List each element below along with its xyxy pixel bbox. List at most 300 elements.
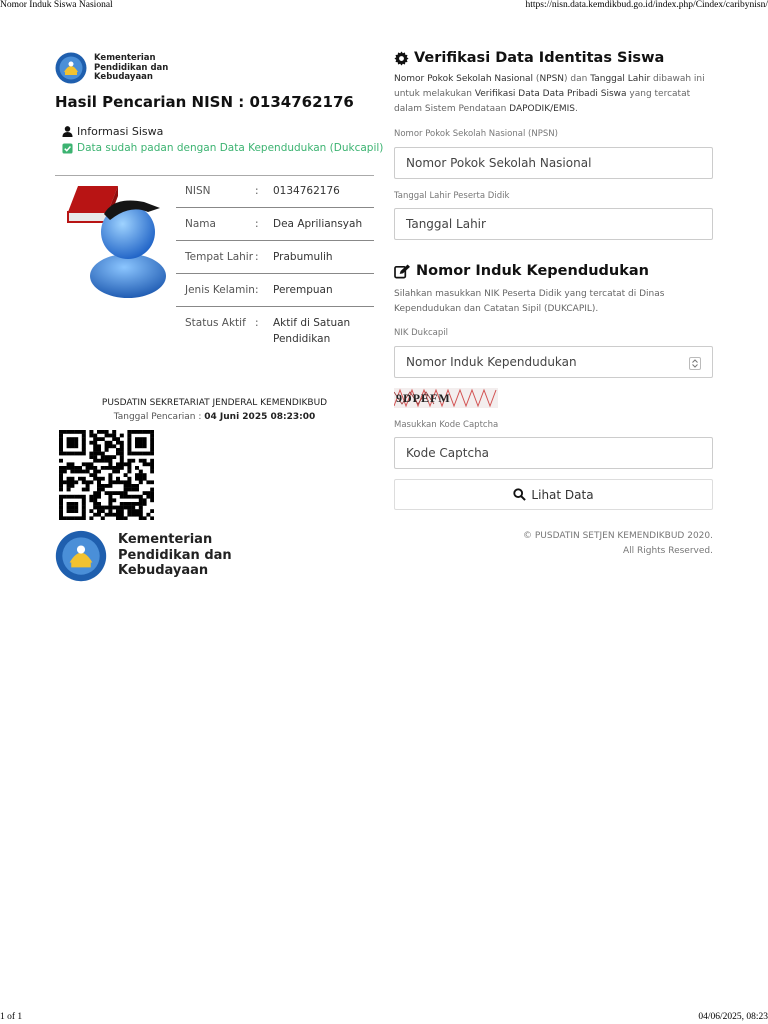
- qr-module: [70, 495, 74, 499]
- qr-module: [89, 509, 93, 513]
- qr-module: [93, 434, 97, 438]
- qr-module: [89, 462, 93, 466]
- qr-module: [150, 491, 154, 495]
- rights-line: All Rights Reserved.: [622, 546, 713, 556]
- logo-line: Kebudayaan: [94, 72, 153, 82]
- qr-module: [82, 470, 86, 474]
- qr-module: [74, 441, 78, 445]
- qr-module: [143, 430, 147, 434]
- qr-module: [127, 506, 131, 510]
- qr-module: [124, 488, 128, 492]
- qr-module: [124, 506, 128, 510]
- desc-bold: DAPODIK/EMIS: [509, 104, 575, 114]
- qr-module: [86, 480, 90, 484]
- qr-module: [67, 506, 71, 510]
- qr-module: [70, 441, 74, 445]
- qr-module: [139, 502, 143, 506]
- qr-module: [116, 437, 120, 441]
- qr-module: [59, 484, 63, 488]
- qr-module: [105, 513, 109, 517]
- qr-module: [78, 470, 82, 474]
- qr-module: [59, 480, 63, 484]
- qr-module: [105, 455, 109, 459]
- desc-text: (: [533, 74, 540, 84]
- qr-module: [112, 480, 116, 484]
- qr-module: [150, 495, 154, 499]
- qr-module: [97, 480, 101, 484]
- kemendikbud-logo-large: [55, 530, 107, 586]
- qr-module: [116, 506, 120, 510]
- check-square-icon: [62, 143, 73, 154]
- qr-module: [108, 506, 112, 510]
- qr-module: [101, 430, 105, 434]
- qr-module: [105, 430, 109, 434]
- qr-module: [78, 430, 82, 434]
- qr-module: [146, 430, 150, 434]
- qr-module: [120, 495, 124, 499]
- qr-module: [89, 498, 93, 502]
- qr-module: [67, 484, 71, 488]
- qr-module: [112, 491, 116, 495]
- desc-text: dibawah ini untuk melakukan: [394, 74, 705, 99]
- qr-module: [82, 513, 86, 517]
- qr-module: [127, 477, 131, 481]
- qr-module: [101, 477, 105, 481]
- qr-module: [131, 509, 135, 513]
- logo-line: Kementerian: [94, 53, 156, 63]
- qr-module: [116, 466, 120, 470]
- qr-module: [105, 434, 109, 438]
- qr-module: [59, 477, 63, 481]
- nik-title-label: Nomor Induk Kependudukan: [416, 263, 649, 279]
- qr-module: [93, 506, 97, 510]
- qr-module: [82, 444, 86, 448]
- qr-module: [101, 488, 105, 492]
- print-page-number: 1 of 1: [0, 1012, 23, 1022]
- qr-module: [127, 448, 131, 452]
- print-page-url: https://nisn.data.kemdikbud.go.id/index.php/Cindex/caribynisn/: [525, 0, 768, 10]
- qr-module: [101, 437, 105, 441]
- qr-module: [116, 448, 120, 452]
- qr-module: [150, 462, 154, 466]
- row-value: 0134762176: [273, 185, 340, 197]
- qr-module: [135, 509, 139, 513]
- qr-module: [105, 444, 109, 448]
- qr-module: [82, 502, 86, 506]
- qr-module: [67, 495, 71, 499]
- qr-module: [59, 488, 63, 492]
- qr-module: [97, 477, 101, 481]
- row-sep: :: [255, 307, 273, 356]
- qr-module: [59, 430, 63, 434]
- nik-label: NIK Dukcapil: [394, 328, 448, 338]
- row-sep: :: [255, 241, 273, 274]
- qr-module: [124, 462, 128, 466]
- qr-module: [143, 516, 147, 520]
- qr-module: [93, 444, 97, 448]
- row-value: Dea Apriliansyah: [273, 208, 374, 241]
- lihat-data-button[interactable]: [394, 479, 713, 510]
- qr-module: [59, 434, 63, 438]
- qr-module: [120, 502, 124, 506]
- qr-module: [112, 430, 116, 434]
- qr-module: [143, 452, 147, 456]
- qr-module: [108, 495, 112, 499]
- desc-bold: NPSN: [539, 74, 565, 84]
- row-value: Perempuan: [273, 274, 374, 307]
- qr-module: [127, 495, 131, 499]
- qr-module: [108, 480, 112, 484]
- npsn-input[interactable]: Nomor Pokok Sekolah Nasional: [394, 147, 713, 179]
- qr-module: [146, 462, 150, 466]
- qr-module: [59, 444, 63, 448]
- qr-module: [59, 452, 63, 456]
- qr-module: [139, 480, 143, 484]
- captcha-text: 9DPEFM: [396, 391, 451, 405]
- qr-module: [135, 473, 139, 477]
- qr-module: [120, 480, 124, 484]
- qr-module: [135, 484, 139, 488]
- qr-module: [67, 430, 71, 434]
- qr-module: [108, 513, 112, 517]
- qr-module: [124, 480, 128, 484]
- qr-module: [59, 437, 63, 441]
- qr-module: [74, 506, 78, 510]
- qr-module: [143, 498, 147, 502]
- qr-module: [139, 441, 143, 445]
- qr-module: [112, 455, 116, 459]
- qr-module: [139, 498, 143, 502]
- qr-module: [131, 502, 135, 506]
- qr-module: [127, 509, 131, 513]
- qr-module: [97, 470, 101, 474]
- qr-module: [127, 488, 131, 492]
- qr-module: [146, 491, 150, 495]
- qr-module: [59, 459, 63, 463]
- qr-module: [116, 513, 120, 517]
- qr-module: [101, 452, 105, 456]
- qr-module: [89, 480, 93, 484]
- row-key: NISN: [185, 185, 211, 197]
- info-status-label: Data sudah padan dengan Data Kependudukan (Dukcapil): [77, 142, 384, 154]
- lihat-data-label: Lihat Data: [531, 487, 594, 502]
- qr-module: [127, 430, 131, 434]
- qr-module: [108, 498, 112, 502]
- captcha-label: Masukkan Kode Captcha: [394, 420, 499, 430]
- qr-module: [116, 462, 120, 466]
- qr-module: [131, 452, 135, 456]
- qr-module: [108, 455, 112, 459]
- result-title: Hasil Pencarian NISN : 0134762176: [55, 93, 354, 111]
- qr-module: [93, 477, 97, 481]
- qr-module: [139, 430, 143, 434]
- student-avatar: [64, 184, 168, 302]
- qr-module: [105, 484, 109, 488]
- qr-module: [112, 444, 116, 448]
- nik-description: Silahkan masukkan NIK Peserta Didik yang tercatat di Dinas Kependudukan dan Catatan Sipil (DUKCAPIL).: [394, 289, 665, 314]
- qr-module: [131, 513, 135, 517]
- row-sep: :: [255, 185, 259, 197]
- row-sep: :: [255, 208, 273, 241]
- qr-module: [78, 495, 82, 499]
- qr-module: [108, 477, 112, 481]
- qr-module: [59, 495, 63, 499]
- qr-module: [127, 441, 131, 445]
- qr-module: [150, 430, 154, 434]
- qr-module: [112, 498, 116, 502]
- table-row: [176, 208, 374, 241]
- qr-module: [78, 452, 82, 456]
- qr-module: [143, 462, 147, 466]
- captcha-image: [394, 388, 498, 408]
- qr-module: [93, 466, 97, 470]
- qr-module: [135, 444, 139, 448]
- qr-module: [124, 516, 128, 520]
- qr-module: [108, 459, 112, 463]
- qr-module: [135, 437, 139, 441]
- qr-module: [74, 502, 78, 506]
- qr-module: [70, 477, 74, 481]
- verify-description: [394, 72, 713, 117]
- qr-module: [135, 502, 139, 506]
- qr-module: [150, 509, 154, 513]
- qr-module: [70, 437, 74, 441]
- dob-input[interactable]: Tanggal Lahir: [394, 208, 713, 240]
- qr-module: [63, 516, 67, 520]
- qr-module: [93, 455, 97, 459]
- qr-module: [82, 516, 86, 520]
- qr-module: [86, 484, 90, 488]
- qr-module: [120, 444, 124, 448]
- qr-module: [70, 516, 74, 520]
- qr-module: [89, 473, 93, 477]
- qr-module: [135, 452, 139, 456]
- qr-module: [82, 477, 86, 481]
- qr-module: [59, 448, 63, 452]
- nik-placeholder: Nomor Induk Kependudukan: [406, 355, 577, 369]
- qr-module: [86, 466, 90, 470]
- qr-module: [150, 444, 154, 448]
- qr-module: [120, 434, 124, 438]
- qr-module: [82, 509, 86, 513]
- qr-module: [112, 513, 116, 517]
- qr-module: [70, 462, 74, 466]
- search-date-label: Tanggal Pencarian :: [113, 412, 205, 422]
- qr-module: [120, 459, 124, 463]
- qr-module: [108, 484, 112, 488]
- qr-module: [70, 480, 74, 484]
- qr-module: [139, 437, 143, 441]
- qr-module: [101, 484, 105, 488]
- copyright: [394, 529, 713, 559]
- qr-module: [89, 452, 93, 456]
- tut-wuri-handayani-icon: [55, 530, 107, 582]
- qr-module: [101, 516, 105, 520]
- qr-module: [101, 506, 105, 510]
- qr-module: [78, 516, 82, 520]
- qr-module: [97, 430, 101, 434]
- qr-module: [82, 437, 86, 441]
- qr-module: [97, 448, 101, 452]
- info-status: [62, 142, 383, 154]
- qr-module: [93, 491, 97, 495]
- qr-module: [67, 509, 71, 513]
- qr-module: [150, 516, 154, 520]
- logo-large-text: [118, 532, 232, 579]
- qr-module: [59, 502, 63, 506]
- number-spinner[interactable]: [689, 357, 701, 370]
- dob-label: Tanggal Lahir Peserta Didik: [394, 191, 510, 201]
- qr-module: [135, 495, 139, 499]
- desc-text: ) dan: [564, 74, 591, 84]
- qr-module: [101, 509, 105, 513]
- spinner-arrows-icon: [690, 358, 700, 369]
- print-datetime: 04/06/2025, 08:23: [698, 1012, 768, 1022]
- qr-module: [89, 455, 93, 459]
- qr-module: [67, 502, 71, 506]
- qr-module: [135, 466, 139, 470]
- qr-module: [70, 452, 74, 456]
- student-info-table: [176, 175, 374, 355]
- table-row: [176, 241, 374, 274]
- qr-module: [82, 462, 86, 466]
- qr-module: [97, 437, 101, 441]
- qr-module: [143, 477, 147, 481]
- qr-module: [82, 448, 86, 452]
- nik-input[interactable]: [394, 346, 713, 378]
- qr-module: [97, 444, 101, 448]
- qr-module: [74, 509, 78, 513]
- qr-module: [67, 477, 71, 481]
- qr-module: [74, 466, 78, 470]
- qr-module: [108, 441, 112, 445]
- nik-section-title: [394, 263, 649, 279]
- qr-module: [97, 502, 101, 506]
- search-date-value: 04 Juni 2025 08:23:00: [204, 412, 316, 422]
- row-sep: :: [255, 274, 273, 307]
- qr-module: [86, 470, 90, 474]
- qr-module: [59, 473, 63, 477]
- qr-module: [97, 506, 101, 510]
- qr-module: [150, 488, 154, 492]
- qr-module: [146, 495, 150, 499]
- qr-module: [93, 459, 97, 463]
- qr-module: [70, 444, 74, 448]
- qr-module: [78, 466, 82, 470]
- tut-wuri-handayani-icon: [55, 52, 87, 84]
- qr-module: [143, 473, 147, 477]
- qr-module: [97, 459, 101, 463]
- qr-module: [93, 502, 97, 506]
- qr-module: [105, 448, 109, 452]
- qr-module: [124, 491, 128, 495]
- qr-module: [124, 484, 128, 488]
- qr-module: [150, 466, 154, 470]
- qr-module: [135, 477, 139, 481]
- qr-module: [74, 430, 78, 434]
- qr-module: [82, 452, 86, 456]
- qr-module: [150, 448, 154, 452]
- qr-module: [63, 452, 67, 456]
- qr-module: [127, 513, 131, 517]
- qr-module: [139, 495, 143, 499]
- qr-module: [89, 430, 93, 434]
- qr-module: [74, 470, 78, 474]
- qr-module: [120, 452, 124, 456]
- qr-module: [78, 477, 82, 481]
- qr-module: [67, 488, 71, 492]
- qr-module: [127, 459, 131, 463]
- qr-module: [116, 509, 120, 513]
- qr-module: [59, 441, 63, 445]
- qr-module: [120, 448, 124, 452]
- logo-line: Pendidikan dan: [118, 547, 232, 563]
- qr-module: [116, 516, 120, 520]
- qr-module: [67, 444, 71, 448]
- qr-module: [97, 484, 101, 488]
- qr-module: [150, 498, 154, 502]
- qr-module: [108, 466, 112, 470]
- qr-module: [139, 459, 143, 463]
- qr-module: [120, 491, 124, 495]
- qr-module: [108, 444, 112, 448]
- qr-module: [120, 466, 124, 470]
- qr-module: [82, 434, 86, 438]
- qr-module: [70, 509, 74, 513]
- desc-text: yang tercatat dalam Sistem Pendataan: [394, 89, 691, 114]
- qr-module: [89, 495, 93, 499]
- qr-code-icon: [59, 430, 154, 520]
- qr-module: [105, 441, 109, 445]
- qr-module: [67, 466, 71, 470]
- qr-module: [120, 455, 124, 459]
- qr-module: [143, 502, 147, 506]
- qr-module: [150, 434, 154, 438]
- qr-module: [74, 444, 78, 448]
- qr-module: [59, 466, 63, 470]
- qr-module: [146, 480, 150, 484]
- student-book-icon: [64, 184, 168, 298]
- qr-module: [82, 488, 86, 492]
- qr-module: [150, 452, 154, 456]
- logo-small-text: [94, 54, 168, 83]
- qr-module: [112, 434, 116, 438]
- qr-module: [127, 462, 131, 466]
- qr-module: [120, 513, 124, 517]
- qr-module: [143, 444, 147, 448]
- table-row: [176, 175, 374, 208]
- print-page-title: Nomor Induk Siswa Nasional: [0, 0, 113, 10]
- qr-module: [108, 491, 112, 495]
- qr-module: [139, 516, 143, 520]
- desc-bold: Verifikasi Data Data Pribadi Siswa: [474, 89, 627, 99]
- qr-module: [150, 470, 154, 474]
- qr-module: [86, 462, 90, 466]
- qr-module: [70, 430, 74, 434]
- qr-module: [67, 462, 71, 466]
- qr-module: [139, 509, 143, 513]
- search-icon: [513, 488, 526, 501]
- qr-module: [97, 491, 101, 495]
- qr-module: [82, 480, 86, 484]
- qr-code: [59, 430, 154, 524]
- qr-module: [135, 513, 139, 517]
- qr-module: [143, 437, 147, 441]
- captcha-input[interactable]: Kode Captcha: [394, 437, 713, 469]
- qr-module: [74, 437, 78, 441]
- qr-module: [59, 509, 63, 513]
- qr-module: [93, 473, 97, 477]
